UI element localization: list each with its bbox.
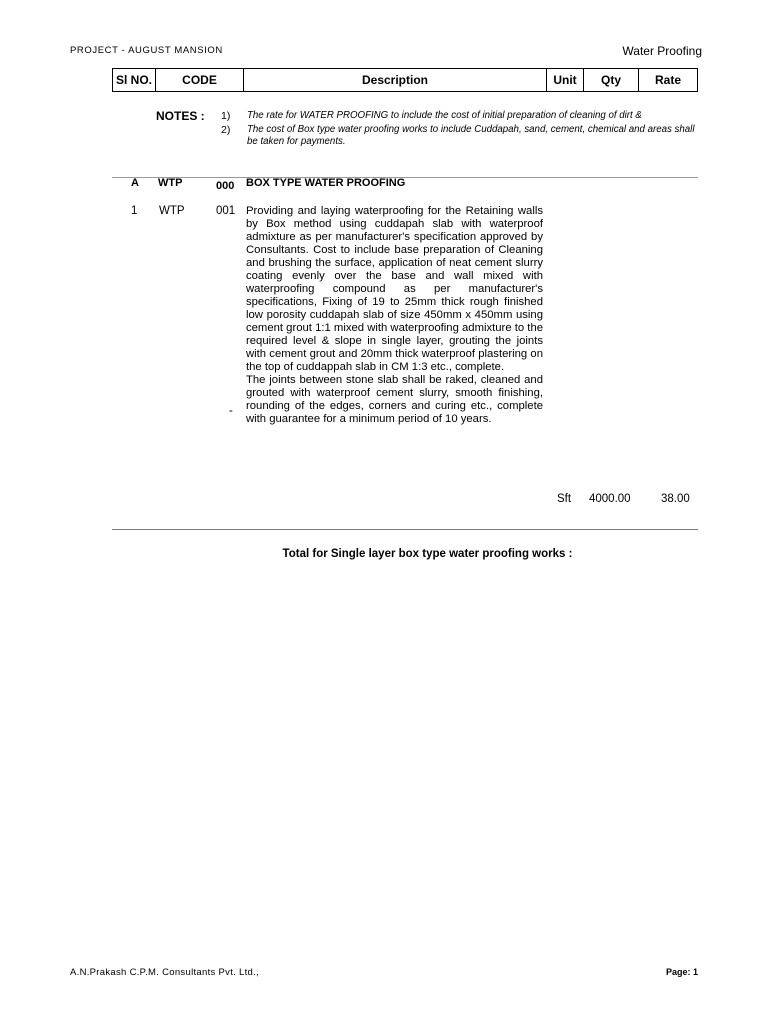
section-title: Water Proofing bbox=[622, 44, 702, 58]
section-title-box-type: BOX TYPE WATER PROOFING bbox=[246, 177, 406, 189]
project-title: PROJECT - AUGUST MANSION bbox=[70, 45, 223, 56]
item-description bbox=[246, 205, 543, 426]
column-header-row bbox=[112, 68, 698, 92]
item-sl-no: 1 bbox=[131, 205, 138, 217]
item-description-part-1: Providing and laying waterproofing for the Retaining walls by Box method using cuddapah slab with waterproof admixture as per manufacturer's specification approved by Consultants. Cost to include base preparation of Cleaning and brushing the surface, application of neat cement slurry coating evenly over the base and wall mixed with waterproofing compound as per manufacturer's specifications, Fixing of 19 to 25mm thick rough finished low porosity cuddapah slab of size 450mm x 450mm using cement grout 1:1 mixed with waterproofing admixture to the required level & slope in single layer, grouting the joints with cement grout and 20mm thick waterproof plastering on the top of cuddappah slab in CM 1:3 etc., complete. bbox=[246, 205, 544, 373]
col-rate: Rate bbox=[654, 73, 681, 87]
col-code: CODE bbox=[156, 69, 244, 91]
item-description-part-2: The joints between stone slab shall be raked, cleaned and grouted with waterproof cement slurry, smooth finishing, rounding of the edges, corners and curing etc., complete with guarantee for a minimum period of 10 years. bbox=[246, 374, 543, 425]
divider-bottom bbox=[112, 529, 698, 530]
col-qty: Qty bbox=[584, 69, 639, 91]
section-number: 000 bbox=[216, 180, 235, 192]
section-code: WTP bbox=[158, 177, 183, 189]
item-qty: 4000.00 bbox=[589, 493, 631, 505]
item-dash: - bbox=[229, 405, 233, 417]
footer-company: A.N.Prakash C.P.M. Consultants Pvt. Ltd., bbox=[70, 967, 260, 978]
col-description: Description bbox=[244, 69, 547, 91]
item-number: 001 bbox=[216, 205, 236, 217]
note-1-text: The rate for WATER PROOFING to include the cost of initial preparation of cleaning of dirt & bbox=[247, 110, 642, 121]
col-sl-no: Sl NO. bbox=[113, 69, 156, 91]
col-unit: Unit bbox=[547, 69, 584, 91]
footer-page-number: Page: 1 bbox=[665, 967, 698, 977]
item-rate: 38.00 bbox=[661, 493, 690, 505]
note-2-number: 2) bbox=[221, 124, 231, 136]
section-letter: A bbox=[131, 177, 139, 189]
total-label: Total for Single layer box type water proofing works : bbox=[282, 548, 573, 560]
item-unit: Sft bbox=[557, 493, 572, 505]
note-2-text: The cost of Box type water proofing works to include Cuddapah, sand, cement, chemical and areas shall be taken for payments. bbox=[247, 124, 695, 147]
note-1-number: 1) bbox=[221, 110, 231, 122]
notes-label: NOTES : bbox=[156, 109, 205, 123]
item-code: WTP bbox=[159, 205, 185, 217]
